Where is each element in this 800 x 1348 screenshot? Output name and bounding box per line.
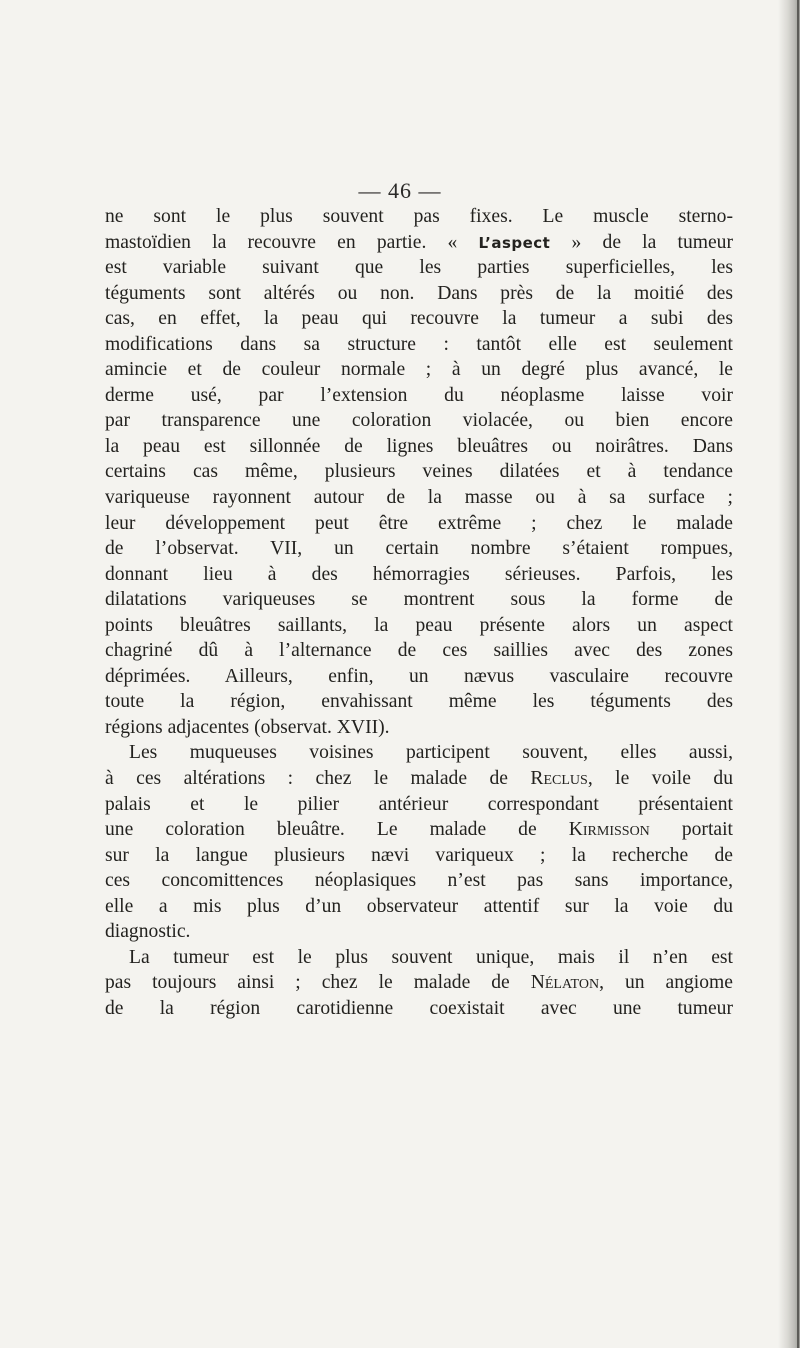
text-line: une coloration bleuâtre. Le malade de Kirmisson portait <box>105 819 733 841</box>
text-line: elle a mis plus d’un observateur attentif sur la voie du <box>105 895 733 917</box>
text-line: la peau est sillonnée de lignes bleuâtres ou noirâtres. Dans <box>105 435 733 457</box>
text-line: diagnostic. <box>105 921 191 943</box>
text-line: donnant lieu à des hémorragies sérieuses. Parfois, les <box>105 563 733 585</box>
text-line: sur la langue plusieurs nævi variqueux ; la recherche de <box>105 844 733 866</box>
page-number: — 46 — <box>358 178 442 203</box>
text-line: à ces altérations : chez le malade de Reclus, le voile du <box>105 768 733 790</box>
text-line: déprimées. Ailleurs, enfin, un nævus vasculaire recouvre <box>105 665 733 687</box>
text-line: certains cas même, plusieurs veines dilatées et à tendance <box>105 461 733 483</box>
text-line: par transparence une coloration violacée, ou bien encore <box>105 410 733 432</box>
text-line: régions adjacentes (observat. XVII). <box>105 716 390 738</box>
text-line: pas toujours ainsi ; chez le malade de Nélaton, un angiome <box>105 972 733 994</box>
text-line: palais et le pilier antérieur correspondant présentaient <box>105 793 733 815</box>
emphasis-term: L’aspect <box>478 233 551 252</box>
text-line: téguments sont altérés ou non. Dans près de la moitié des <box>105 282 733 304</box>
text-line: points bleuâtres saillants, la peau présente alors un aspect <box>105 614 733 636</box>
text-line: de l’observat. VII, un certain nombre s’étaient rompues, <box>105 538 733 560</box>
page-edge-line <box>797 0 799 1348</box>
text-line: ne sont le plus souvent pas fixes. Le muscle sterno- <box>105 206 733 227</box>
text-line: mastoïdien la recouvre en partie. « L’aspect » de la tumeur <box>105 231 734 253</box>
body-text <box>105 204 733 1022</box>
author-name: Reclus <box>530 768 588 790</box>
author-name: Kirmisson <box>568 819 650 841</box>
text-line: leur développement peut être extrême ; chez le malade <box>105 512 733 534</box>
text-line: de la région carotidienne coexistait avec une tumeur <box>105 997 733 1019</box>
text-line: dilatations variqueuses se montrent sous la forme de <box>105 589 733 611</box>
text-line: toute la région, envahissant même les téguments des <box>105 691 733 713</box>
text-line: chagriné dû à l’alternance de ces saillies avec des zones <box>105 640 733 662</box>
text-line: cas, en effet, la peau qui recouvre la tumeur a subi des <box>105 308 733 330</box>
author-name: Nélaton <box>530 972 600 994</box>
text-line: ces concomittences néoplasiques n’est pas sans importance, <box>105 870 733 892</box>
text-line: variqueuse rayonnent autour de la masse ou à sa surface ; <box>105 487 733 509</box>
text-line: derme usé, par l’extension du néoplasme laisse voir <box>105 384 733 406</box>
text-line: modifications dans sa structure : tantôt elle est seulement <box>105 333 733 355</box>
text-line: amincie et de couleur normale ; à un degré plus avancé, le <box>105 359 733 381</box>
text-line: La tumeur est le plus souvent unique, mais il n’en est <box>129 946 733 968</box>
text-line: Les muqueuses voisines participent souvent, elles aussi, <box>129 742 733 764</box>
text-line: est variable suivant que les parties superficielles, les <box>105 257 733 279</box>
